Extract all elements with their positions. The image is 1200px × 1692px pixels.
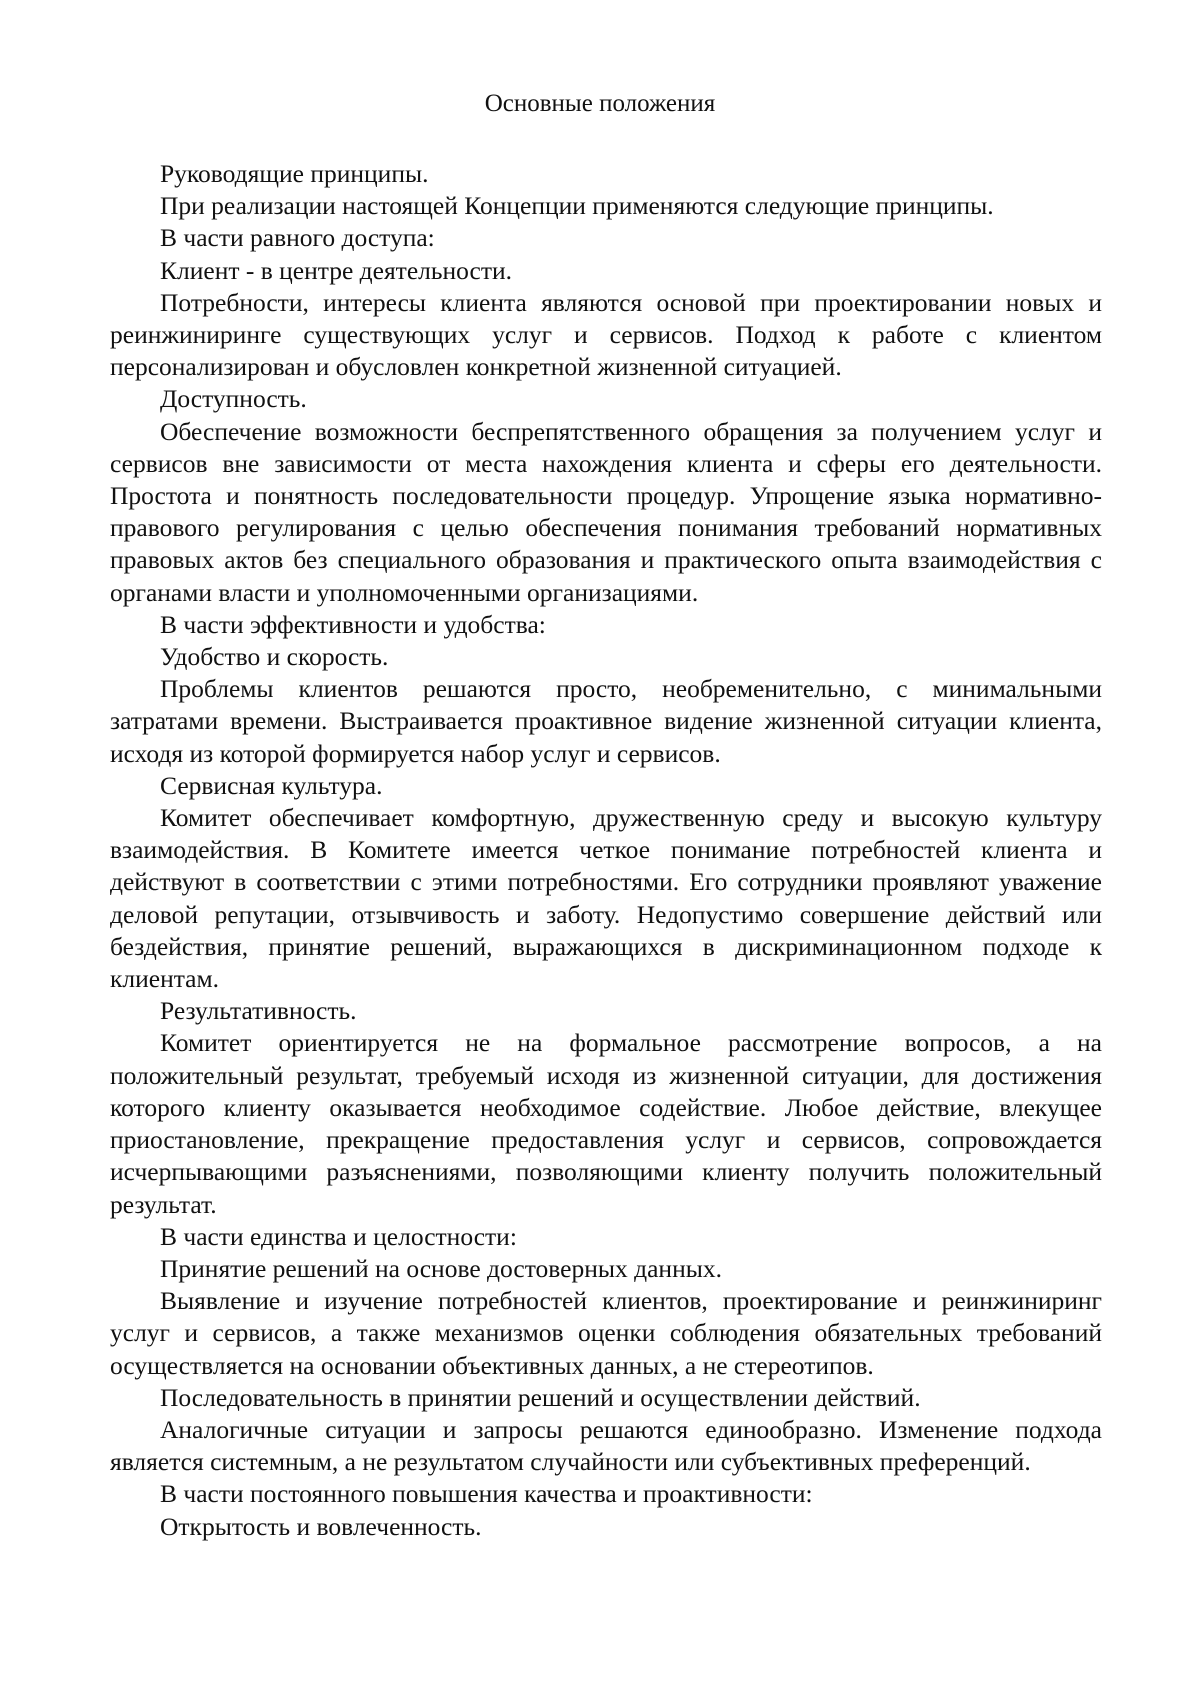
paragraph: Сервисная культура. [160, 770, 383, 800]
paragraph: Проблемы клиентов решаются просто, необременительно, с минимальными затратами времени. Выстраивается проактивное видение жизненной ситуации клиента, исходя из которой формируется набор услуг и сервисов. [110, 674, 1102, 768]
paragraph: Выявление и изучение потребностей клиентов, проектирование и реинжиниринг услуг и сервисов, а также механизмов оценки соблюдения обязательных требований осуществляется на основании объективных данных, а не стереотипов. [110, 1286, 1102, 1380]
paragraph: При реализации настоящей Концепции применяются следующие принципы. [160, 191, 994, 221]
paragraph: В части равного доступа: [160, 223, 435, 253]
paragraph: Открытость и вовлеченность. [160, 1511, 482, 1541]
paragraph: В части единства и целостности: [160, 1221, 517, 1251]
paragraph: Руководящие принципы. [160, 159, 429, 188]
paragraph: Комитет обеспечивает комфортную, дружественную среду и высокую культуру взаимодействия. В Комитете имеется четкое понимание потребностей клиента и действуют в соответствии с этими потребностями. Его сотрудники проявляют уважение деловой репутации, отзывчивость и заботу. Недопустимо совершение действий или бездействия, принятие решений, выражающихся в дискриминационном подходе к клиентам. [110, 803, 1102, 994]
page-title: Основные положения [484, 90, 716, 117]
paragraph: Обеспечение возможности беспрепятственного обращения за получением услуг и сервисов вне зависимости от места нахождения клиента и сферы его деятельности. Простота и понятность последовательности процедур. Упрощение языка нормативно-правового регулирования с целью обеспечения понимания требований нормативных правовых актов без специального образования и практического опыта взаимодействия с органами власти и уполномоченными организациями. [110, 416, 1102, 607]
paragraph: Удобство и скорость. [160, 642, 389, 672]
paragraph: Результативность. [160, 996, 357, 1026]
paragraph: Доступность. [160, 384, 307, 414]
paragraph: Комитет ориентируется не на формальное рассмотрение вопросов, а на положительный результат, требуемый исходя из жизненной ситуации, для достижения которого клиенту оказывается необходимое содействие. Любое действие, влекущее приостановление, прекращение предоставления услуг и сервисов, сопровождается исчерпывающими разъяснениями, позволяющими клиенту получить положительный результат. [110, 1028, 1102, 1219]
paragraph: Последовательность в принятии решений и осуществлении действий. [160, 1382, 921, 1412]
paragraph: Потребности, интересы клиента являются основой при проектировании новых и реинжиниринге существующих услуг и сервисов. Подход к работе с клиентом персонализирован и обусловлен конкретной жизненной ситуацией. [110, 287, 1102, 382]
document-body [110, 158, 1102, 1543]
paragraph: В части эффективности и удобства: [160, 609, 546, 639]
paragraph: Принятие решений на основе достоверных данных. [160, 1253, 722, 1283]
paragraph: Аналогичные ситуации и запросы решаются единообразно. Изменение подхода является системным, а не результатом случайности или субъективных преференций. [110, 1414, 1102, 1477]
paragraph: В части постоянного повышения качества и проактивности: [160, 1479, 813, 1509]
paragraph: Клиент - в центре деятельности. [160, 255, 513, 285]
